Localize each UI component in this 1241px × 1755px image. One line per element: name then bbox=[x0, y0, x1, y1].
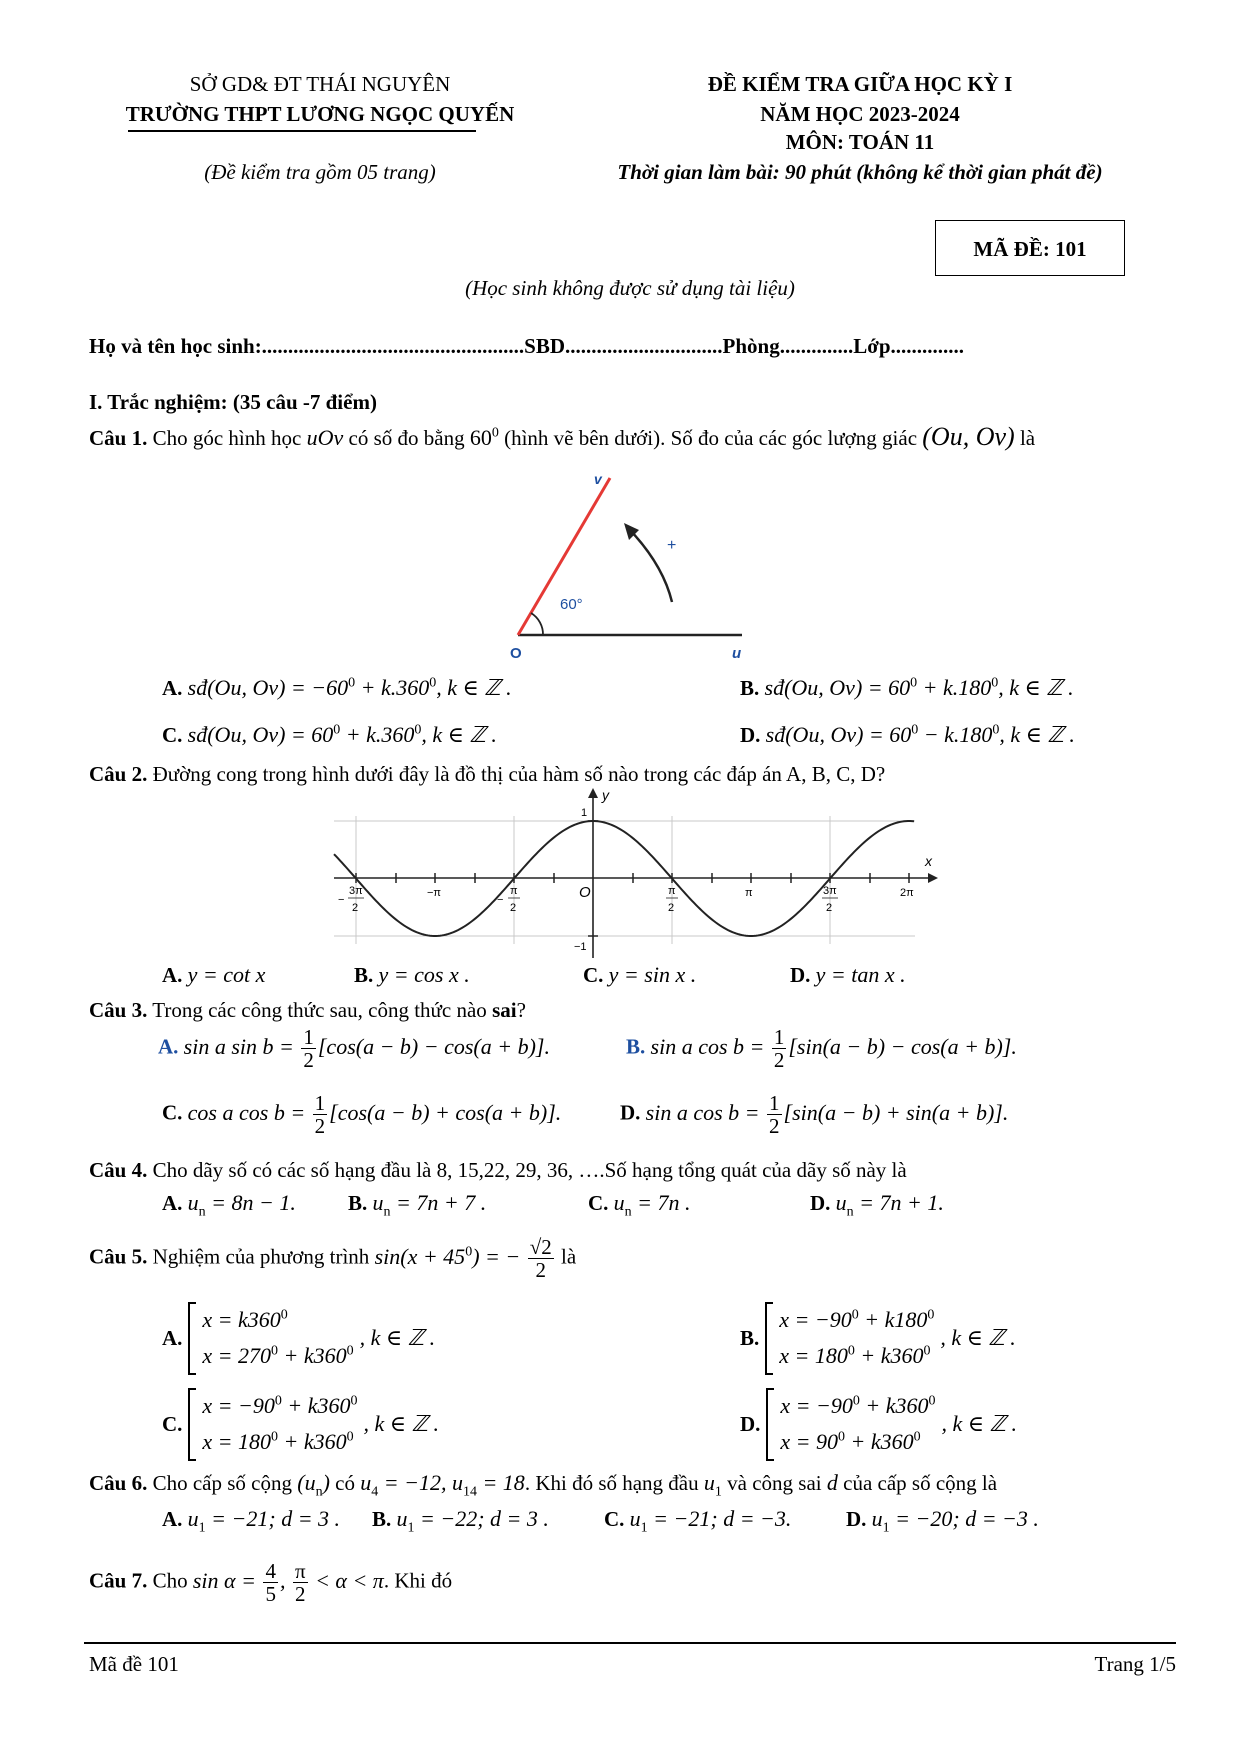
q6-option-a[interactable] bbox=[162, 1506, 340, 1536]
q1-b-label: B. bbox=[740, 676, 760, 700]
label-pi: π bbox=[745, 887, 753, 899]
q6-math-un: $(u_n)$ bbox=[297, 1470, 330, 1500]
x-arrow bbox=[928, 873, 938, 883]
q5-option-a[interactable]: A. $x = k360^0$ $x = 270^0 + k360^0$ , k ∈ ℤ . bbox=[162, 1302, 435, 1375]
q3-c-math: cos a cos b = $\frac{1}{2}$ [cos(a − b) + cos(a + b)]. bbox=[187, 1091, 562, 1139]
q5-option-d[interactable]: D. $x = -90^0 + k360^0$ $x = 90^0 + k360^0$ , k ∈ ℤ . bbox=[740, 1388, 1017, 1461]
label-neg-pi: −π bbox=[427, 887, 442, 899]
q6-b-label: B. bbox=[372, 1507, 392, 1531]
q4-c-math: $u_n = 7n$ . bbox=[613, 1190, 691, 1220]
q2-a-label: A. bbox=[162, 963, 183, 987]
q2-a-math: y = cot x bbox=[187, 962, 266, 987]
q1-text-4: là bbox=[1019, 426, 1036, 450]
footer-page: Trang 1/5 bbox=[1094, 1652, 1176, 1676]
q2-b-label: B. bbox=[354, 963, 374, 987]
label-one: 1 bbox=[581, 807, 588, 819]
label-u: u bbox=[732, 645, 742, 662]
header-dept: SỞ GD& ĐT THÁI NGUYÊN bbox=[189, 72, 451, 96]
q3-a-label: A. bbox=[158, 1034, 179, 1059]
q7-end: . Khi đó bbox=[383, 1568, 453, 1593]
q6-text-2: có bbox=[335, 1471, 355, 1495]
q5-equation: $\sin(x + 45^0)$ = − $\frac{√2}{2}$ bbox=[374, 1235, 552, 1283]
q1-option-c[interactable] bbox=[162, 722, 497, 748]
q3-option-c[interactable] bbox=[162, 1092, 561, 1137]
svg-text:2: 2 bbox=[510, 902, 517, 914]
q1-c-label: C. bbox=[162, 723, 183, 747]
svg-text:2: 2 bbox=[352, 902, 359, 914]
q2-option-a[interactable] bbox=[162, 962, 265, 988]
q3-option-d[interactable] bbox=[620, 1092, 1008, 1137]
q1-text-1: Cho góc hình học bbox=[152, 426, 302, 450]
q3-bold: sai bbox=[492, 998, 517, 1022]
q1-math-ouov: (Ou, Ov) bbox=[922, 422, 1015, 451]
q1-option-a[interactable] bbox=[162, 675, 512, 701]
direction-arc bbox=[630, 530, 672, 602]
q6-option-d[interactable] bbox=[846, 1506, 1039, 1536]
question-7 bbox=[89, 1560, 1189, 1605]
question-1 bbox=[89, 422, 1189, 452]
q5-a-system: $x = k360^0$ $x = 270^0 + k360^0$ bbox=[188, 1302, 353, 1375]
q3-b-label: B. bbox=[626, 1034, 646, 1059]
q1-a-math: sđ(Ou, $Ov) = -60^0 + k.360^0$, k ∈ ℤ . bbox=[187, 675, 512, 700]
q7-label: Câu 7. bbox=[89, 1568, 148, 1593]
q4-d-math: $u_n = 7n + 1$. bbox=[835, 1190, 944, 1220]
q6-text-3: . Khi đó số hạng đầu bbox=[524, 1471, 699, 1495]
q4-a-math: $u_n = 8n - 1$. bbox=[187, 1190, 296, 1220]
q4-c-label: C. bbox=[588, 1191, 609, 1215]
q6-d-label: D. bbox=[846, 1507, 867, 1531]
angle-arc bbox=[531, 613, 543, 635]
exam-subject: MÔN: TOÁN 11 bbox=[785, 130, 935, 154]
q2-c-label: C. bbox=[583, 963, 604, 987]
no-docs-note: (Học sinh không được sử dụng tài liệu) bbox=[465, 276, 795, 300]
label-neg-one: −1 bbox=[574, 941, 587, 953]
q1-text-3: (hình vẽ bên dưới). Số đo của các góc lượng giác bbox=[504, 426, 918, 450]
header-school: TRƯỜNG THPT LƯƠNG NGỌC QUYẾN bbox=[125, 102, 515, 126]
question-2 bbox=[89, 762, 1189, 787]
question-3 bbox=[89, 998, 1189, 1023]
label-two-pi: 2π bbox=[900, 887, 914, 899]
q4-b-label: B. bbox=[348, 1191, 368, 1215]
q5-text: Nghiệm của phương trình bbox=[152, 1244, 370, 1269]
q2-d-label: D. bbox=[790, 963, 811, 987]
q5-b-label: B. bbox=[740, 1325, 760, 1350]
question-4 bbox=[89, 1158, 1189, 1183]
svg-text:−: − bbox=[497, 894, 504, 906]
svg-text:π: π bbox=[668, 885, 676, 897]
q1-d-label: D. bbox=[740, 723, 761, 747]
svg-text:2: 2 bbox=[668, 902, 675, 914]
q6-a-label: A. bbox=[162, 1507, 183, 1531]
q1-a-label: A. bbox=[162, 676, 183, 700]
q4-option-a[interactable] bbox=[162, 1190, 296, 1220]
q7-text: Cho bbox=[152, 1568, 188, 1593]
q3-label: Câu 3. bbox=[89, 998, 148, 1022]
q3-d-math: sin a cos b = $\frac{1}{2}$ [sin(a − b) + sin(a + b)]. bbox=[645, 1091, 1009, 1139]
q4-a-label: A. bbox=[162, 1191, 183, 1215]
q5-b-system: $x = -90^0 + k180^0$ $x = 180^0 + k360^0$ bbox=[765, 1302, 934, 1375]
q7-math: sin α = $\frac{4}{5}$ , $\frac{\pi}{2}$ < α < π bbox=[192, 1559, 384, 1607]
svg-text:3π: 3π bbox=[349, 885, 363, 897]
q1-label: Câu 1. bbox=[89, 426, 148, 450]
q5-option-c[interactable]: C. $x = -90^0 + k360^0$ $x = 180^0 + k360^0$ , k ∈ ℤ . bbox=[162, 1388, 439, 1461]
q6-text-1: Cho cấp số cộng bbox=[152, 1471, 293, 1495]
label-angle: 60° bbox=[560, 596, 583, 613]
q2-text: Đường cong trong hình dưới đây là đồ thị của hàm số nào trong các đáp án A, B, C, D? bbox=[152, 762, 886, 786]
q5-end: là bbox=[561, 1244, 577, 1269]
question-5 bbox=[89, 1236, 1189, 1281]
q3-b-math: sin a cos b = $\frac{1}{2}$ [sin(a − b) − cos(a + b)]. bbox=[650, 1025, 1017, 1073]
label-o: O bbox=[510, 645, 522, 662]
q3-text: Trong các công thức sau, công thức nào bbox=[152, 998, 487, 1022]
q2-option-d[interactable] bbox=[790, 962, 906, 988]
q2-d-math: y = tan x . bbox=[815, 962, 906, 987]
q5-label: Câu 5. bbox=[89, 1244, 148, 1269]
q2-label: Câu 2. bbox=[89, 762, 148, 786]
q3-d-label: D. bbox=[620, 1100, 641, 1125]
q3-option-a[interactable] bbox=[158, 1026, 550, 1071]
question-6 bbox=[89, 1470, 1189, 1500]
q4-label: Câu 4. bbox=[89, 1158, 148, 1182]
q3-qmark: ? bbox=[516, 998, 526, 1022]
q2-b-math: y = cos x . bbox=[378, 962, 470, 987]
q5-c-system: $x = -90^0 + k360^0$ $x = 180^0 + k360^0$ bbox=[188, 1388, 357, 1461]
q6-math-u1: $u_1$ bbox=[703, 1470, 722, 1500]
q6-d-math: $u_1 = -20$; d = −3 . bbox=[871, 1506, 1039, 1536]
school-underline bbox=[128, 130, 476, 132]
q1-option-b[interactable] bbox=[740, 675, 1074, 701]
svg-text:2: 2 bbox=[826, 902, 833, 914]
q1-d-math: sđ(Ou, $Ov) = 60^0 - k.180^0$, k ∈ ℤ . bbox=[765, 722, 1075, 747]
q6-option-c[interactable] bbox=[604, 1506, 791, 1536]
header-pages-note: (Đề kiểm tra gồm 05 trang) bbox=[204, 160, 436, 184]
q5-d-system: $x = -90^0 + k360^0$ $x = 90^0 + k360^0$ bbox=[766, 1388, 935, 1461]
q1-angle-figure bbox=[500, 470, 760, 665]
q5-a-label: A. bbox=[162, 1325, 183, 1350]
q1-math-uov: uOv bbox=[306, 425, 344, 450]
q3-option-b[interactable] bbox=[626, 1026, 1017, 1071]
student-info-line: Họ và tên học sinh:..................................................SBD..............................Phòng..............Lớp.............. bbox=[89, 334, 965, 358]
exam-code-box: MÃ ĐỀ: 101 bbox=[935, 220, 1125, 276]
q4-b-math: $u_n = 7n + 7$ . bbox=[372, 1190, 487, 1220]
svg-text:π: π bbox=[510, 885, 518, 897]
q1-text-2: có số đo bằng bbox=[348, 426, 465, 450]
label-y: y bbox=[602, 787, 609, 803]
exam-time: Thời gian làm bài: 90 phút (không kể thời gian phát đề) bbox=[617, 160, 1103, 184]
footer-rule bbox=[84, 1642, 1176, 1644]
label-v: v bbox=[594, 471, 602, 487]
q6-option-b[interactable] bbox=[372, 1506, 549, 1536]
section-title: I. Trắc nghiệm: (35 câu -7 điểm) bbox=[89, 390, 377, 414]
q5-option-b[interactable]: B. $x = -90^0 + k180^0$ $x = 180^0 + k360^0$ , k ∈ ℤ . bbox=[740, 1302, 1016, 1375]
q6-a-math: $u_1 = -21$; d = 3 . bbox=[187, 1506, 341, 1536]
exam-year: NĂM HỌC 2023-2024 bbox=[760, 102, 960, 126]
q4-d-label: D. bbox=[810, 1191, 831, 1215]
q4-option-b[interactable] bbox=[348, 1190, 486, 1220]
q4-option-c[interactable] bbox=[588, 1190, 691, 1220]
q2-graph bbox=[330, 786, 940, 966]
q1-math-60: $60^0$ bbox=[469, 425, 499, 450]
q1-option-d[interactable] bbox=[740, 722, 1075, 748]
exam-title: ĐỀ KIỂM TRA GIỮA HỌC KỲ I bbox=[707, 72, 1013, 96]
q6-label: Câu 6. bbox=[89, 1471, 148, 1495]
q6-text-5: của cấp số cộng là bbox=[843, 1471, 998, 1495]
label-x: x bbox=[925, 853, 932, 869]
q1-b-math: sđ(Ou, $Ov) = 60^0 + k.180^0$, k ∈ ℤ . bbox=[764, 675, 1074, 700]
label-plus: + bbox=[667, 537, 677, 554]
q6-math-given: $u_4 = -12$, $u_{14} = 18$ bbox=[360, 1470, 525, 1500]
q2-option-b[interactable] bbox=[354, 962, 470, 988]
q6-c-label: C. bbox=[604, 1507, 625, 1531]
q4-option-d[interactable] bbox=[810, 1190, 944, 1220]
y-arrow bbox=[588, 788, 598, 798]
q5-c-label: C. bbox=[162, 1411, 183, 1436]
svg-text:3π: 3π bbox=[823, 885, 837, 897]
q6-math-d: d bbox=[826, 1470, 838, 1495]
svg-text:−: − bbox=[338, 894, 345, 906]
q3-c-label: C. bbox=[162, 1100, 183, 1125]
q6-b-math: $u_1 = -22$; d = 3 . bbox=[396, 1506, 549, 1536]
q2-c-math: y = sin x . bbox=[608, 962, 697, 987]
q6-text-4: và công sai bbox=[727, 1471, 822, 1495]
q3-a-math: sin a sin b = $\frac{1}{2}$ [cos(a − b) − cos(a + b)]. bbox=[183, 1025, 550, 1073]
q5-d-label: D. bbox=[740, 1411, 761, 1436]
q4-text: Cho dãy số có các số hạng đầu là 8, 15,22, 29, 36, ….Số hạng tổng quát của dãy số này là bbox=[152, 1158, 907, 1182]
q1-c-math: sđ(Ou, $Ov) = 60^0 + k.360^0$, k ∈ ℤ . bbox=[187, 722, 497, 747]
q2-option-c[interactable] bbox=[583, 962, 696, 988]
footer-code: Mã đề 101 bbox=[89, 1652, 179, 1676]
q6-c-math: $u_1 = -21$; d = −3. bbox=[629, 1506, 792, 1536]
label-origin: O bbox=[579, 884, 591, 901]
